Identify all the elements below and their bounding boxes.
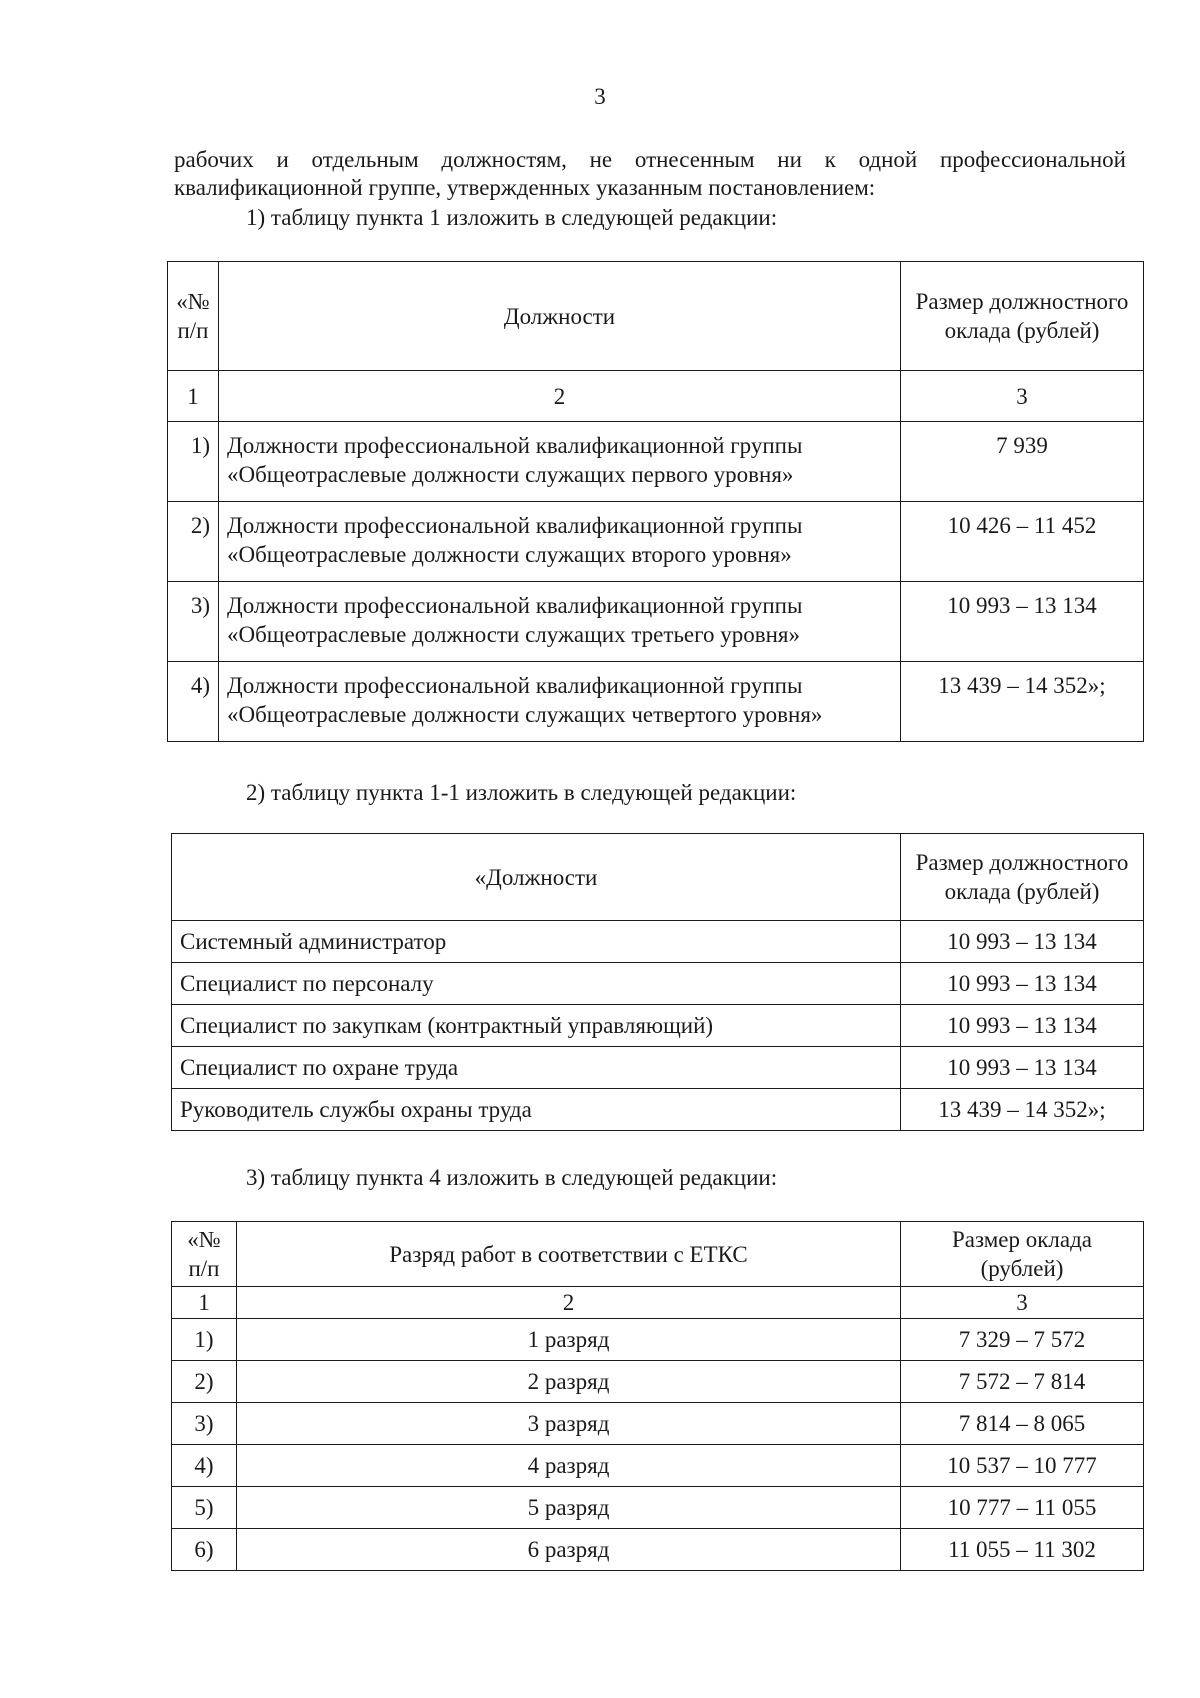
row-number: 5) [172,1487,237,1529]
table-row [168,582,1144,662]
numbering-cell: 3 [901,1287,1144,1319]
row-salary: 13 439 – 14 352»; [901,1089,1144,1131]
row-salary: 10 993 – 13 134 [901,1047,1144,1089]
row-salary: 10 993 – 13 134 [901,963,1144,1005]
header-salary: Размер должностного оклада (рублей) [901,834,1144,921]
row-grade: 4 разряд [237,1445,901,1487]
item-2-heading: 2) таблицу пункта 1-1 изложить в следующей редакции: [246,780,797,805]
header-num: «№ п/п [168,262,219,371]
row-number: 1) [172,1319,237,1361]
row-title: Специалист по закупкам (контрактный управляющий) [172,1005,901,1047]
table-row [172,1005,1144,1047]
row-grade: 6 разряд [237,1529,901,1571]
table-row [168,662,1144,742]
row-grade: 1 разряд [237,1319,901,1361]
row-title-line: Должности профессиональной квалификационной группы [227,593,803,618]
numbering-cell: 1 [168,371,219,422]
row-title: Системный администратор [172,921,901,963]
row-salary: 10 426 – 11 452 [901,502,1144,582]
row-salary: 7 329 – 7 572 [901,1319,1144,1361]
header-num: «№ п/п [172,1222,237,1287]
row-title-line: Должности профессиональной квалификационной группы [227,433,803,458]
row-title-line: Должности профессиональной квалификационной группы [227,673,803,698]
table-specialists-salaries [171,833,1144,1131]
row-salary: 10 993 – 13 134 [901,1005,1144,1047]
row-salary: 10 777 – 11 055 [901,1487,1144,1529]
header-positions: «Должности [172,834,901,921]
table-numbering-row [168,371,1144,422]
item-3-heading: 3) таблицу пункта 4 изложить в следующей редакции: [246,1165,778,1190]
item-1-heading: 1) таблицу пункта 1 изложить в следующей редакции: [246,205,778,230]
row-grade: 5 разряд [237,1487,901,1529]
row-salary: 7 814 – 8 065 [901,1403,1144,1445]
numbering-cell: 2 [219,371,901,422]
table-row [172,1047,1144,1089]
table-row [172,1529,1144,1571]
table-numbering-row [172,1287,1144,1319]
row-salary: 10 537 – 10 777 [901,1445,1144,1487]
table-row [172,963,1144,1005]
row-number: 1) [168,422,219,502]
row-salary: 10 993 – 13 134 [901,582,1144,662]
row-salary: 7 572 – 7 814 [901,1361,1144,1403]
row-salary: 10 993 – 13 134 [901,921,1144,963]
table-row [168,502,1144,582]
row-number: 2) [168,502,219,582]
table-positions-salaries [167,261,1144,742]
header-salary: Размер должностного оклада (рублей) [901,262,1144,371]
row-number: 4) [168,662,219,742]
table-row [172,1361,1144,1403]
table-row [172,1403,1144,1445]
numbering-cell: 1 [172,1287,237,1319]
row-grade: 3 разряд [237,1403,901,1445]
table-row [172,1487,1144,1529]
intro-line-2: квалификационной группе, утвержденных указанным постановлением: [174,175,876,200]
row-salary: 7 939 [901,422,1144,502]
row-title-line: Должности профессиональной квалификационной группы [227,513,803,538]
header-positions: Должности [219,262,901,371]
header-grade: Разряд работ в соответствии с ЕТКС [237,1222,901,1287]
table-row [168,422,1144,502]
row-number: 4) [172,1445,237,1487]
table-header-row [168,262,1144,371]
row-number: 6) [172,1529,237,1571]
row-number: 2) [172,1361,237,1403]
row-title [219,582,901,662]
row-title: Специалист по охране труда [172,1047,901,1089]
row-title-line: «Общеотраслевые должности служащих второго уровня» [227,542,792,567]
row-title [219,502,901,582]
row-number: 3) [168,582,219,662]
table-row [172,921,1144,963]
row-title-line: «Общеотраслевые должности служащих четвертого уровня» [227,702,823,727]
row-title-line: «Общеотраслевые должности служащих третьего уровня» [227,622,801,647]
table-row [172,1089,1144,1131]
intro-line-1: рабочих и отдельным должностям, не отнесенным ни к одной профессиональной [174,147,1126,172]
row-number: 3) [172,1403,237,1445]
row-salary: 11 055 – 11 302 [901,1529,1144,1571]
table-header-row [172,1222,1144,1287]
table-row [172,1445,1144,1487]
row-salary: 13 439 – 14 352»; [901,662,1144,742]
numbering-cell: 3 [901,371,1144,422]
table-row [172,1319,1144,1361]
row-title: Специалист по персоналу [172,963,901,1005]
row-title: Руководитель службы охраны труда [172,1089,901,1131]
table-grades-salaries [171,1221,1144,1571]
row-title [219,422,901,502]
row-grade: 2 разряд [237,1361,901,1403]
numbering-cell: 2 [237,1287,901,1319]
header-salary: Размер оклада (рублей) [901,1222,1144,1287]
table-header-row [172,834,1144,921]
row-title [219,662,901,742]
page-number: 3 [594,84,606,109]
row-title-line: «Общеотраслевые должности служащих первого уровня» [227,462,794,487]
